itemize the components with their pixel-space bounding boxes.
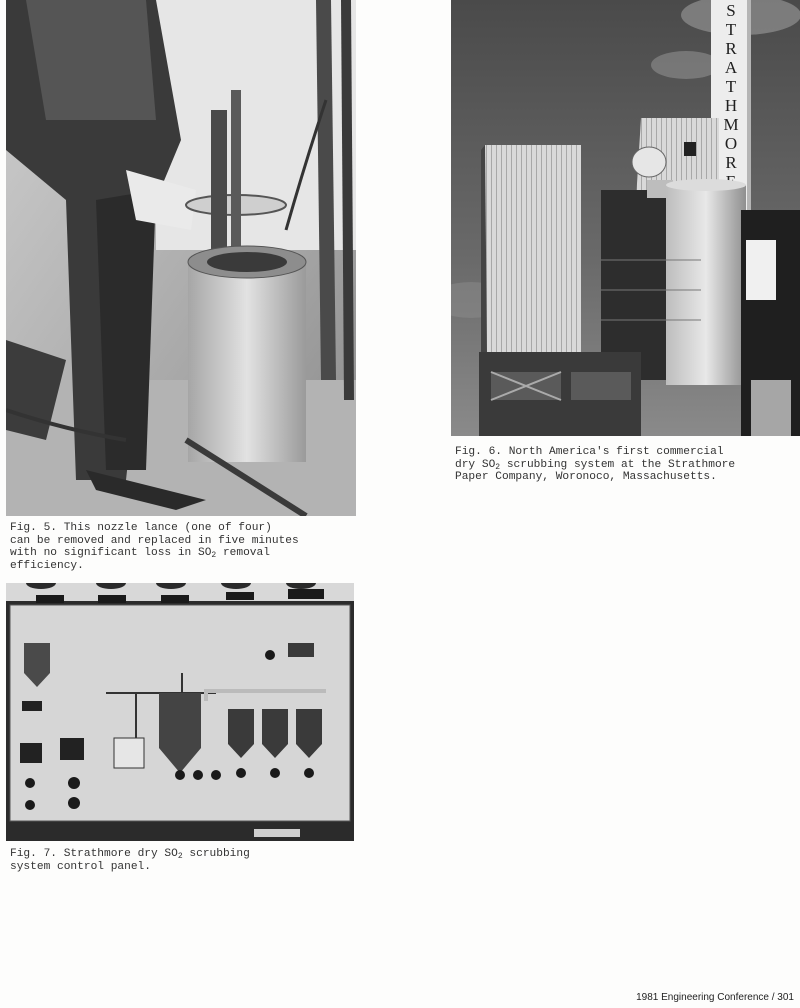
fig6-photo bbox=[451, 0, 800, 436]
stack-letter: O bbox=[724, 134, 738, 153]
fig7-label: Fig. 7. bbox=[10, 848, 57, 860]
stack-letter: H bbox=[724, 96, 738, 115]
fig7-photo bbox=[6, 583, 354, 841]
stack-letter: S bbox=[726, 1, 736, 20]
fig5-caption: Fig. 5. This nozzle lance (one of four) can be removed and replaced in five minutes with no significant loss in $SO_2$ removal efficiency. bbox=[10, 522, 299, 572]
fig6-label: Fig. 6. bbox=[455, 446, 502, 458]
fig6-caption: Fig. 6. North America's first commercial dry $SO_2$ scrubbing system at the Strathmore Paper Company, Woronoco, Massachusetts. bbox=[455, 446, 736, 484]
fig7-caption: Fig. 7. Strathmore dry $SO_2$ scrubbing system control panel. bbox=[10, 848, 250, 873]
stack-letter: M bbox=[723, 115, 739, 134]
page-footer: 1981 Engineering Conference / 301 bbox=[636, 992, 794, 1003]
fig5-label: Fig. 5. bbox=[10, 522, 57, 534]
stack-letter: T bbox=[725, 20, 737, 39]
stack-letter: T bbox=[725, 77, 737, 96]
stack-letter: A bbox=[724, 58, 738, 77]
stack-letter: R bbox=[725, 39, 737, 58]
stack-letter: R bbox=[725, 153, 737, 172]
fig5-photo bbox=[6, 0, 356, 516]
